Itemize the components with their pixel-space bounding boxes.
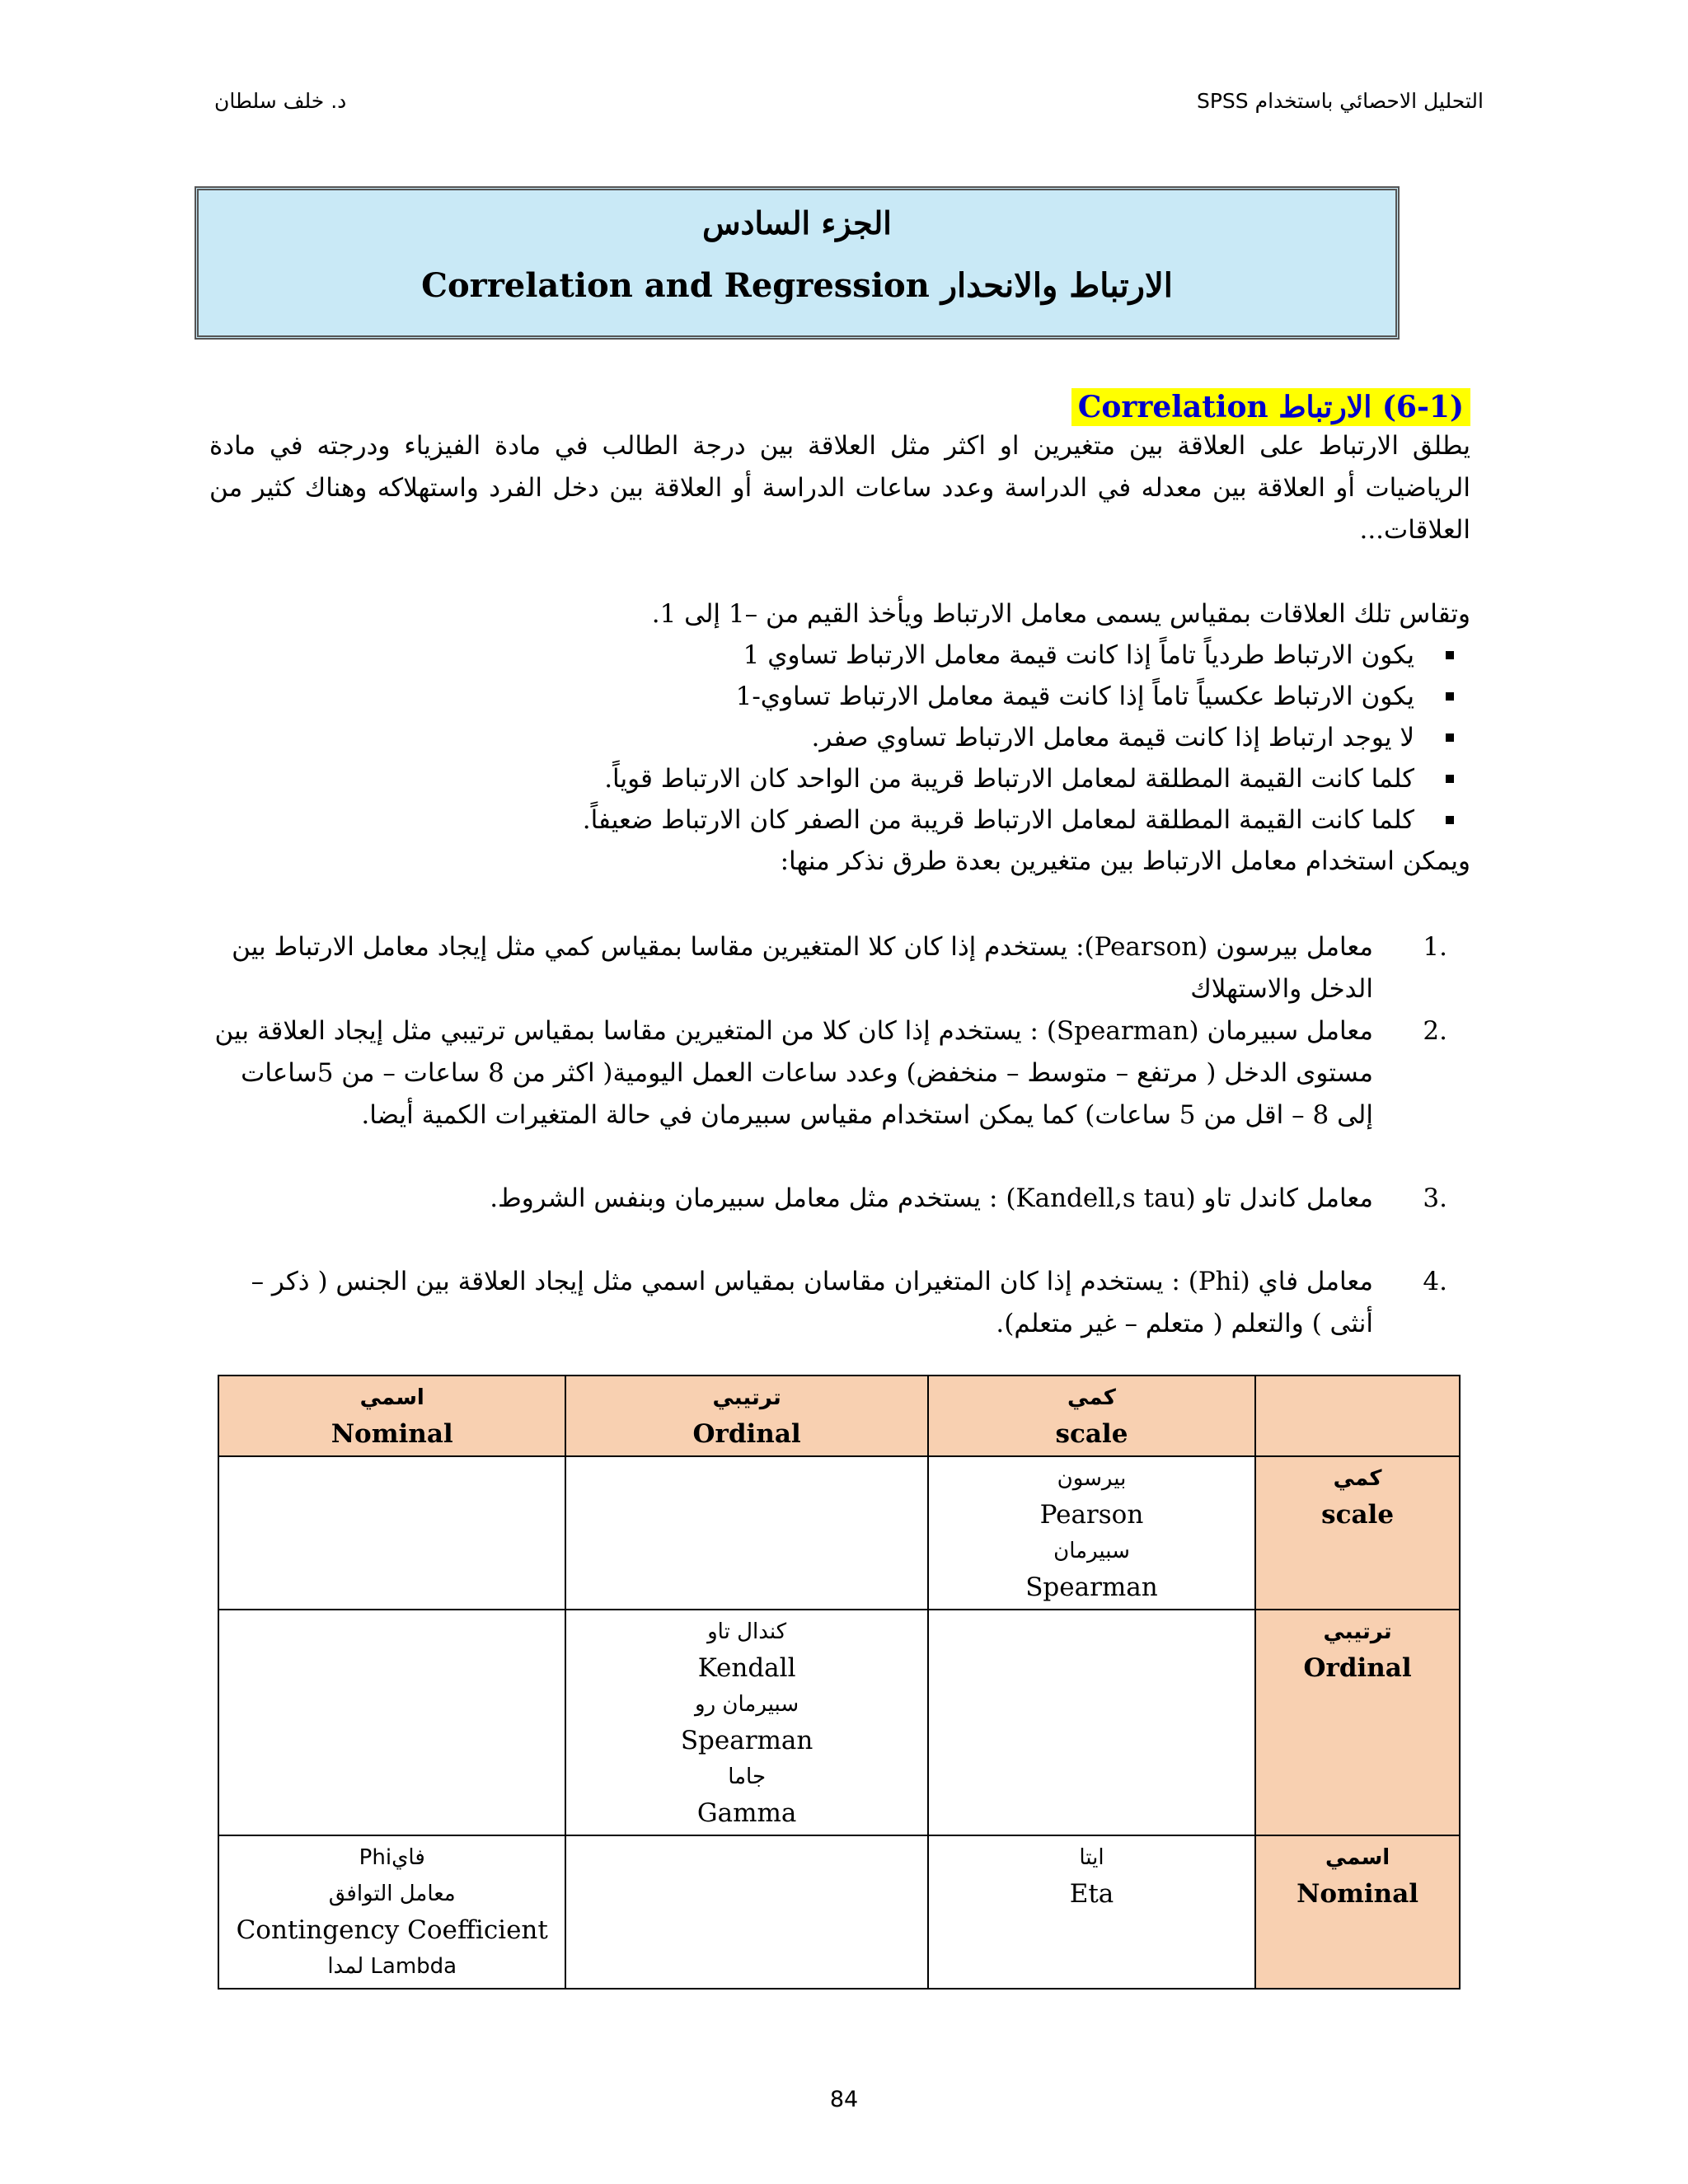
cell-line: Gamma xyxy=(696,1798,797,1828)
cell-line: سبيرمان xyxy=(1053,1539,1130,1563)
method-number: 2. xyxy=(1423,1016,1447,1046)
column-header-en: Ordinal xyxy=(692,1419,801,1449)
cell-line: سبيرمان رو xyxy=(695,1692,799,1717)
measure-paragraph: وتقاس تلك العلاقات بمقياس يسمى معامل الارتباط ويأخذ القيم من –1 إلى 1. xyxy=(651,599,1470,629)
table-row xyxy=(218,1610,1460,1835)
method-item xyxy=(209,1010,1470,1137)
cell-line: Kendall xyxy=(697,1653,796,1683)
cell-nominal xyxy=(218,1456,565,1610)
column-header-scale xyxy=(928,1376,1255,1456)
method-item xyxy=(209,926,1470,1010)
row-header-en: scale xyxy=(1321,1500,1395,1530)
correlation-rules-list xyxy=(209,635,1470,841)
running-header-author: د. خلف سلطان xyxy=(214,89,347,113)
cell-line: Pearson xyxy=(1039,1500,1144,1530)
row-header-nominal xyxy=(1255,1835,1460,1989)
row-header-scale xyxy=(1255,1456,1460,1610)
cell-ordinal xyxy=(565,1456,927,1610)
cell-line: Contingency Coefficient xyxy=(236,1915,548,1945)
list-item: لا يوجد ارتباط إذا كانت قيمة معامل الارتباط تساوي صفر. xyxy=(209,717,1470,758)
cell-line: Spearman xyxy=(680,1726,814,1755)
chapter-part-title: الجزء السادس xyxy=(702,204,892,241)
cell-ordinal xyxy=(565,1610,927,1835)
correlation-methods-table xyxy=(218,1375,1461,1990)
method-text: معامل سبيرمان (Spearman) : يستخدم إذا كان كلا من المتغيرين مقاسا بمقياس ترتيبي مثل إيجاد العلاقة بين مستوى الدخل ( مرتفع – متوسط – منخفض) وعدد ساعات العمل اليومية( اكثر من 8 ساعات – من 5ساعات إلى 8 – اقل من 5 ساعات) كما يمكن استخدام مقياس سبيرمان في حالة المتغيرات الكمية أيضا. xyxy=(214,1016,1373,1130)
column-header-ar: كمي xyxy=(1067,1385,1116,1410)
method-text: معامل فاي (Phi) : يستخدم إذا كان المتغيران مقاسان بمقياس اسمي مثل إيجاد العلاقة بين الجنس ( ذكر – أنثى ) والتعلم ( متعلم – غير متعلم). xyxy=(251,1267,1373,1338)
list-item: كلما كانت القيمة المطلقة لمعامل الارتباط قريبة من الواحد كان الارتباط قوياً. xyxy=(209,758,1470,799)
cell-line: ايتا xyxy=(1079,1845,1104,1870)
table-header-row xyxy=(218,1376,1460,1456)
page-number: 84 xyxy=(829,2087,859,2112)
table-row xyxy=(218,1835,1460,1989)
cell-line: بيرسون xyxy=(1057,1466,1127,1491)
cell-ordinal xyxy=(565,1835,927,1989)
intro-paragraph: يطلق الارتباط على العلاقة بين متغيرين او اكثر مثل العلاقة بين درجة الطالب في مادة الفيزياء ودرجته في مادة الرياضيات أو العلاقة بين معدله في الدراسة وعدد ساعات الدراسة أو العلاقة بين دخل الفرد واستهلاكه وهناك كثير من العلاقات... xyxy=(209,431,1470,545)
method-number: 4. xyxy=(1423,1267,1447,1296)
column-header-ar: اسمي xyxy=(359,1385,424,1410)
row-header-en: Ordinal xyxy=(1303,1653,1412,1683)
list-item: يكون الارتباط طردياً تاماً إذا كانت قيمة معامل الارتباط تساوي 1 xyxy=(209,635,1470,676)
column-header-nominal xyxy=(218,1376,565,1456)
cell-scale xyxy=(928,1456,1255,1610)
cell-line: كندال تاو xyxy=(707,1619,787,1644)
row-header-en: Nominal xyxy=(1296,1879,1419,1909)
chapter-title-box xyxy=(195,186,1400,340)
method-number: 1. xyxy=(1423,932,1447,962)
method-text: معامل بيرسون (Pearson): يستخدم إذا كان كلا المتغيرين مقاسا بمقياس كمي مثل إيجاد معامل الارتباط بين الدخل والاستهلاك xyxy=(232,932,1373,1004)
cell-line: جاما xyxy=(728,1765,767,1789)
list-item: يكون الارتباط عكسياً تاماً إذا كانت قيمة معامل الارتباط تساوي-1 xyxy=(209,676,1470,717)
section-heading xyxy=(1071,387,1470,427)
method-number: 3. xyxy=(1423,1183,1447,1213)
method-text: معامل كاندل تاو (Kandell,s tau) : يستخدم مثل معامل سبيرمان وبنفس الشروط. xyxy=(490,1183,1373,1213)
running-header-book-title: التحليل الاحصائي باستخدام SPSS xyxy=(1196,89,1484,113)
cell-nominal xyxy=(218,1835,565,1989)
methods-intro: ويمكن استخدام معامل الارتباط بين متغيرين بعدة طرق نذكر منها: xyxy=(780,846,1470,876)
list-item: كلما كانت القيمة المطلقة لمعامل الارتباط قريبة من الصفر كان الارتباط ضعيفاً. xyxy=(209,799,1470,841)
row-header-ordinal xyxy=(1255,1610,1460,1835)
cell-line: Spearman xyxy=(1025,1572,1158,1602)
column-header-en: Nominal xyxy=(331,1419,453,1449)
column-header-en: scale xyxy=(1055,1419,1128,1449)
row-header-ar: كمي xyxy=(1333,1466,1382,1491)
cell-scale xyxy=(928,1610,1255,1835)
row-header-ar: ترتيبي xyxy=(1323,1619,1392,1644)
cell-scale xyxy=(928,1835,1255,1989)
table-row xyxy=(218,1456,1460,1610)
cell-line: فايPhi xyxy=(359,1845,425,1870)
chapter-subtitle: الارتباط والانحدار Correlation and Regression xyxy=(421,266,1173,305)
cell-line: معامل التوافق xyxy=(328,1882,456,1906)
row-header-ar: اسمي xyxy=(1325,1845,1390,1870)
section-heading-text: (6-1) الارتباط Correlation xyxy=(1071,388,1470,426)
corner-cell xyxy=(1255,1376,1460,1456)
method-item xyxy=(209,1178,1470,1220)
cell-line: Lambda لمدا xyxy=(327,1954,457,1979)
column-header-ar: ترتيبي xyxy=(712,1385,781,1410)
cell-line: Eta xyxy=(1069,1879,1114,1909)
column-header-ordinal xyxy=(565,1376,927,1456)
methods-list xyxy=(209,926,1470,1345)
method-item xyxy=(209,1261,1470,1345)
cell-nominal xyxy=(218,1610,565,1835)
